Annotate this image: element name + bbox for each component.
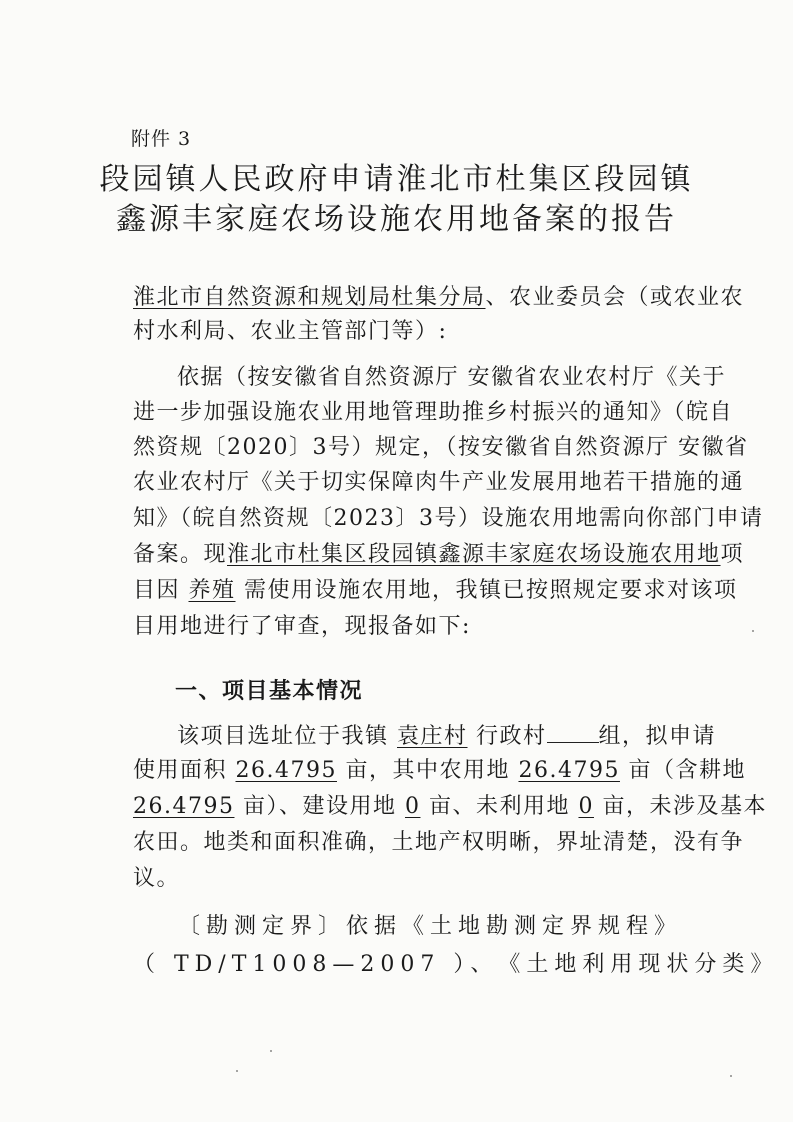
para2-line-5: 议。 — [133, 866, 181, 891]
construction-area: 0 — [404, 794, 421, 819]
para1-line-6 — [133, 540, 745, 570]
para1-line-5: 知》（皖自然资规〔2023〕3号）设施农用地需向你部门申请 — [133, 506, 764, 531]
document-title-line-1: 段园镇人民政府申请淮北市杜集区段园镇 — [99, 162, 694, 197]
para2-l2-c: 亩（含耕地 — [619, 758, 746, 783]
para1-line-7-suffix: 需使用设施农用地，我镇已按照规定要求对该项 — [235, 578, 738, 603]
para1-line-2: 进一步加强设施农业用地管理助推乡村振兴的通知》（皖自 — [133, 400, 734, 425]
para1-line-6-suffix: 项 — [720, 542, 745, 567]
para2-l3-c: 亩，未涉及基本 — [593, 794, 767, 819]
addressee-org: 淮北市自然资源和规划局杜集分局 — [133, 285, 486, 310]
project-purpose: 养殖 — [188, 578, 236, 603]
para3-l2-a: （ TD/T1008—2007 ）、 — [133, 952, 499, 977]
unused-area: 0 — [578, 794, 594, 819]
para3-l1-a: 〔勘测定界〕依据 — [178, 914, 403, 939]
scan-speck — [236, 1070, 238, 1072]
para2-l1-c: 组，拟申请 — [598, 724, 717, 749]
total-area: 26.4795 — [235, 758, 337, 783]
para2-line-1 — [177, 720, 717, 752]
para1-line-7 — [133, 576, 738, 606]
para2-l3-b: 亩、未利用地 — [420, 794, 579, 819]
project-name: 淮北市杜集区段园镇鑫源丰家庭农场设施农用地 — [227, 542, 721, 567]
para1-line-6-prefix: 备案。现 — [133, 542, 228, 567]
para2-line-3 — [133, 792, 767, 822]
para3-line-1 — [178, 912, 683, 942]
para2-line-4: 农田。地类和面积准确，土地产权明晰，界址清楚，没有争 — [133, 830, 745, 855]
para3-l2-b: 《土地利用现状分类》 — [498, 952, 779, 977]
para2-l3-a: 亩）、建设用地 — [234, 794, 405, 819]
addressee-line-2: 村水利局、农业主管部门等）: — [133, 319, 448, 344]
scan-speck — [752, 630, 754, 632]
document-title-line-2: 鑫源丰家庭农场设施农用地备案的报告 — [116, 202, 677, 237]
cultivated-area: 26.4795 — [133, 794, 235, 819]
agricultural-area: 26.4795 — [518, 758, 620, 783]
para2-l2-b: 亩，其中农用地 — [336, 758, 519, 783]
para1-line-7-prefix: 目因 — [133, 578, 189, 603]
para2-l2-a: 使用面积 — [133, 758, 236, 783]
para1-line-4: 农业农村厅《关于切实保障肉牛产业发展用地若干措施的通 — [133, 470, 745, 495]
section-1-heading: 一、项目基本情况 — [175, 678, 364, 704]
para3-l1-b: 《土地勘测定界规程》 — [402, 914, 683, 939]
para1-line-8: 目用地进行了审查，现报备如下: — [133, 614, 471, 639]
scan-speck — [270, 1050, 272, 1052]
scan-speck — [730, 1075, 732, 1077]
addressee-line-1 — [133, 283, 745, 313]
attachment-label: 附件 3 — [131, 128, 192, 150]
para2-l1-b: 行政村 — [467, 724, 547, 749]
para1-line-1: 依据（按安徽省自然资源厅 安徽省农业农村厅《关于 — [177, 365, 726, 390]
village-name: 袁庄村 — [397, 724, 468, 749]
para3-line-2 — [133, 950, 779, 980]
group-blank — [547, 720, 599, 743]
para2-line-2 — [133, 756, 746, 786]
para2-l1-a: 该项目选址位于我镇 — [177, 724, 397, 749]
para1-line-3: 然资规〔2020〕3号）规定，（按安徽省自然资源厅 安徽省 — [133, 435, 749, 460]
addressee-rest: 、农业委员会（或农业农 — [485, 285, 745, 310]
